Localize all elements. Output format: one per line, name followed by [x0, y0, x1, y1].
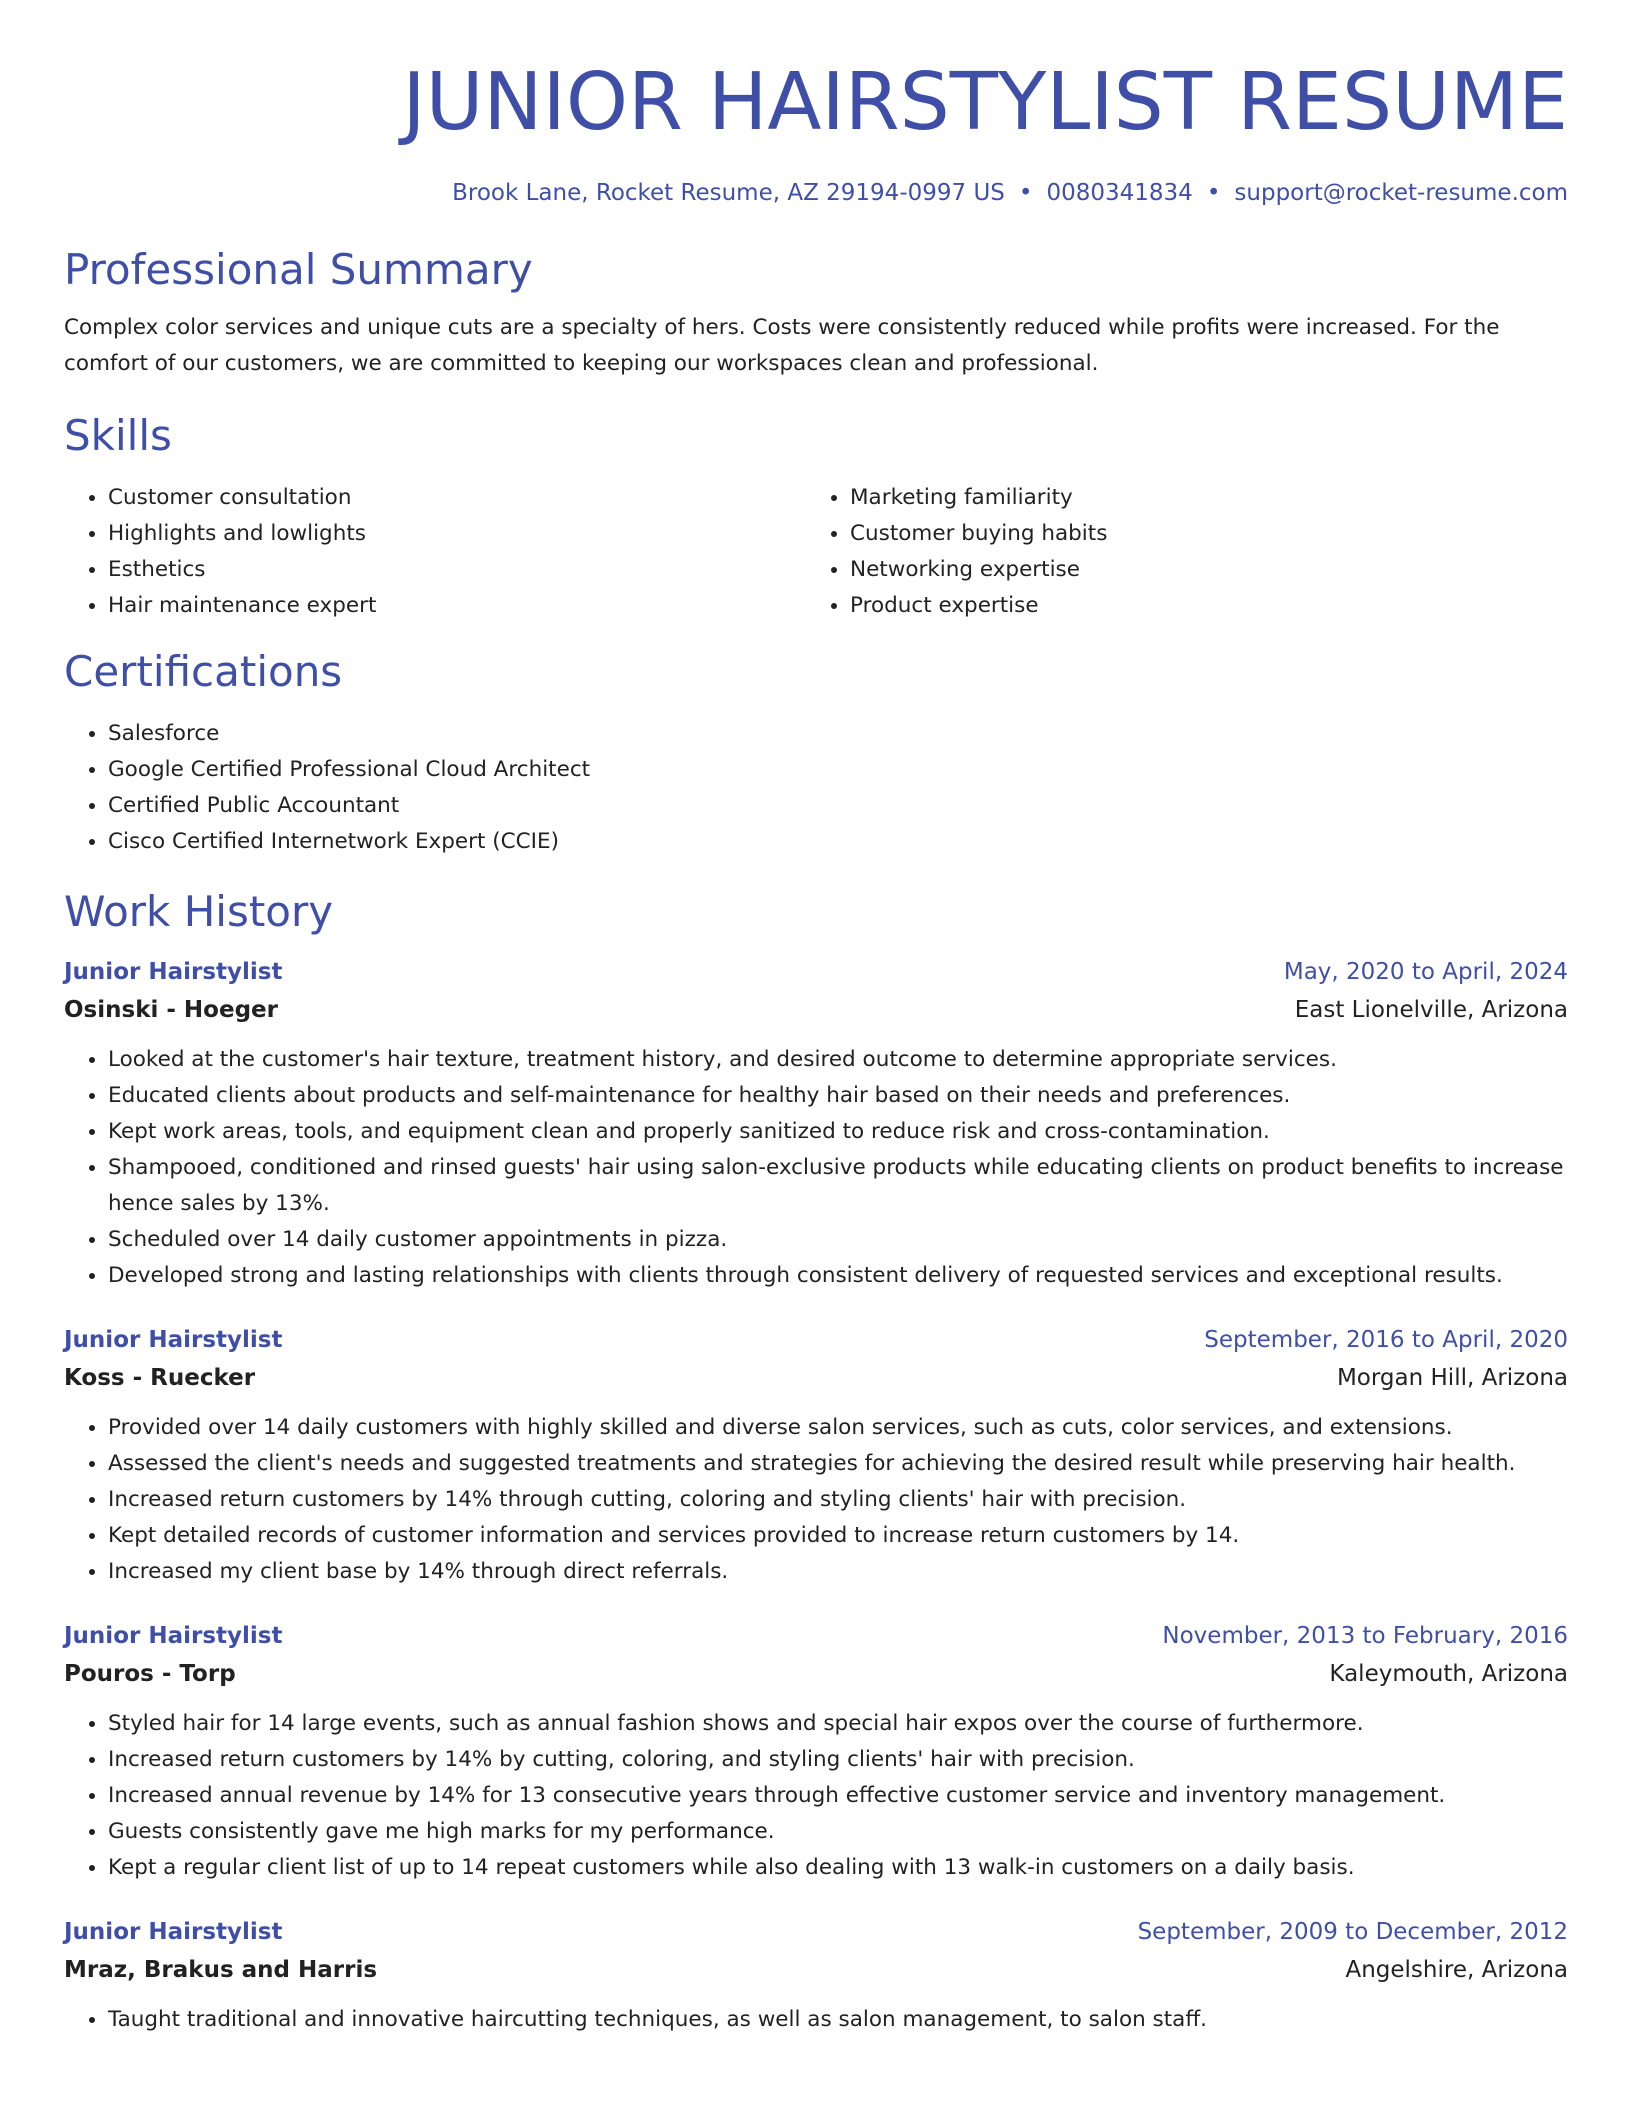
skill-item: • Customer buying habits — [850, 516, 1568, 552]
job-dates: November, 2013 to February, 2016 — [1162, 1623, 1568, 1649]
job-title-row — [64, 1914, 1568, 1950]
job-bullet: • Increased return customers by 14% through cutting, coloring and styling clients' hair with precision. — [108, 1482, 1568, 1518]
job-dates: September, 2016 to April, 2020 — [1204, 1327, 1568, 1353]
certification-item: • Certified Public Accountant — [108, 788, 1568, 824]
job-title: Junior Hairstylist — [64, 1327, 283, 1353]
job-bullet: • Increased return customers by 14% by cutting, coloring, and styling clients' hair with precision. — [108, 1742, 1568, 1778]
job-title-row — [64, 1618, 1568, 1654]
job-bullet: • Kept work areas, tools, and equipment clean and properly sanitized to reduce risk and cross-contamination. — [108, 1114, 1568, 1150]
job-bullet: • Increased annual revenue by 14% for 13 consecutive years through effective customer service and inventory management. — [108, 1778, 1568, 1814]
skill-item: • Esthetics — [108, 552, 806, 588]
job-company-row — [64, 1358, 1568, 1398]
certifications-section — [64, 646, 1568, 860]
job-bullet: • Scheduled over 14 daily customer appointments in pizza. — [108, 1222, 1568, 1258]
job-bullet: • Developed strong and lasting relationships with clients through consistent delivery of requested services and exceptional results. — [108, 1258, 1568, 1294]
contact-phone: 0080341834 — [1046, 180, 1193, 206]
job-bullets — [64, 1042, 1568, 1294]
job-bullet: • Guests consistently gave me high marks for my performance. — [108, 1814, 1568, 1850]
job-bullets — [64, 1706, 1568, 1886]
job-company-row — [64, 1950, 1568, 1990]
skills-grid — [64, 480, 1568, 624]
job-bullets — [64, 1410, 1568, 1590]
job-entry — [64, 1618, 1568, 1886]
job-company: Mraz, Brakus and Harris — [64, 1957, 378, 1983]
job-entry — [64, 1914, 1568, 2038]
job-title-row — [64, 1322, 1568, 1358]
job-company-row — [64, 990, 1568, 1030]
skill-item: • Customer consultation — [108, 480, 806, 516]
job-company: Osinski - Hoeger — [64, 997, 278, 1023]
skill-item: • Hair maintenance expert — [108, 588, 806, 624]
skills-list-right — [806, 480, 1568, 624]
skill-item: • Marketing familiarity — [850, 480, 1568, 516]
contact-email[interactable]: support@rocket-resume.com — [1234, 180, 1568, 206]
job-bullet: • Educated clients about products and self-maintenance for healthy hair based on their needs and preferences. — [108, 1078, 1568, 1114]
skill-item: • Networking expertise — [850, 552, 1568, 588]
job-title-row — [64, 954, 1568, 990]
job-bullets — [64, 2002, 1568, 2038]
work-history-heading: Work History — [64, 887, 334, 936]
job-bullet: • Looked at the customer's hair texture, treatment history, and desired outcome to determine appropriate services. — [108, 1042, 1568, 1078]
job-bullet: • Shampooed, conditioned and rinsed guests' hair using salon-exclusive products while educating clients on product benefits to increase hence sales by 13%. — [108, 1150, 1568, 1222]
certifications-heading: Certifications — [64, 647, 343, 696]
contact-address: Brook Lane, Rocket Resume, AZ 29194-0997 US — [452, 180, 1005, 206]
contact-separator: • — [1018, 180, 1033, 206]
summary-section — [64, 244, 1568, 382]
contact-line — [64, 178, 1568, 208]
job-bullet: • Increased my client base by 14% through direct referrals. — [108, 1554, 1568, 1590]
summary-heading: Professional Summary — [64, 245, 533, 294]
job-bullet: • Styled hair for 14 large events, such as annual fashion shows and special hair expos over the course of furthermore. — [108, 1706, 1568, 1742]
job-location: East Lionelville, Arizona — [1294, 997, 1568, 1023]
certification-item: • Salesforce — [108, 716, 1568, 752]
job-title: Junior Hairstylist — [64, 959, 283, 985]
job-entry — [64, 954, 1568, 1294]
contact-separator: • — [1206, 180, 1221, 206]
resume-title: JUNIOR HAIRSTYLIST RESUME — [402, 56, 1568, 148]
job-entry — [64, 1322, 1568, 1590]
job-title: Junior Hairstylist — [64, 1623, 283, 1649]
certifications-list — [64, 716, 1568, 860]
job-title: Junior Hairstylist — [64, 1919, 283, 1945]
job-location: Morgan Hill, Arizona — [1336, 1365, 1568, 1391]
skills-heading: Skills — [64, 411, 172, 460]
certification-item: • Cisco Certified Internetwork Expert (CCIE) — [108, 824, 1568, 860]
certification-item: • Google Certified Professional Cloud Architect — [108, 752, 1568, 788]
job-bullet: • Taught traditional and innovative haircutting techniques, as well as salon management, to salon staff. — [108, 2002, 1568, 2038]
job-location: Kaleymouth, Arizona — [1329, 1661, 1568, 1687]
job-bullet: • Assessed the client's needs and suggested treatments and strategies for achieving the desired result while preserving hair health. — [108, 1446, 1568, 1482]
work-history-section — [64, 886, 1568, 2038]
skills-list-left — [64, 480, 806, 624]
skill-item: • Product expertise — [850, 588, 1568, 624]
job-location: Angelshire, Arizona — [1345, 1957, 1568, 1983]
job-company-row — [64, 1654, 1568, 1694]
summary-text: Complex color services and unique cuts are a specialty of hers. Costs were consistently reduced while profits were increased. For the comfort of our customers, we are committed to keeping our workspaces clean and professional. — [64, 315, 1500, 376]
job-bullet: • Kept a regular client list of up to 14 repeat customers while also dealing with 13 walk-in customers on a daily basis. — [108, 1850, 1568, 1886]
skill-item: • Highlights and lowlights — [108, 516, 806, 552]
skills-section — [64, 410, 1568, 624]
job-dates: September, 2009 to December, 2012 — [1137, 1919, 1568, 1945]
job-dates: May, 2020 to April, 2024 — [1283, 959, 1568, 985]
job-bullet: • Kept detailed records of customer information and services provided to increase return customers by 14. — [108, 1518, 1568, 1554]
resume-header — [64, 0, 1568, 208]
job-company: Koss - Ruecker — [64, 1365, 256, 1391]
job-bullet: • Provided over 14 daily customers with highly skilled and diverse salon services, such as cuts, color services, and extensions. — [108, 1410, 1568, 1446]
job-company: Pouros - Torp — [64, 1661, 236, 1687]
